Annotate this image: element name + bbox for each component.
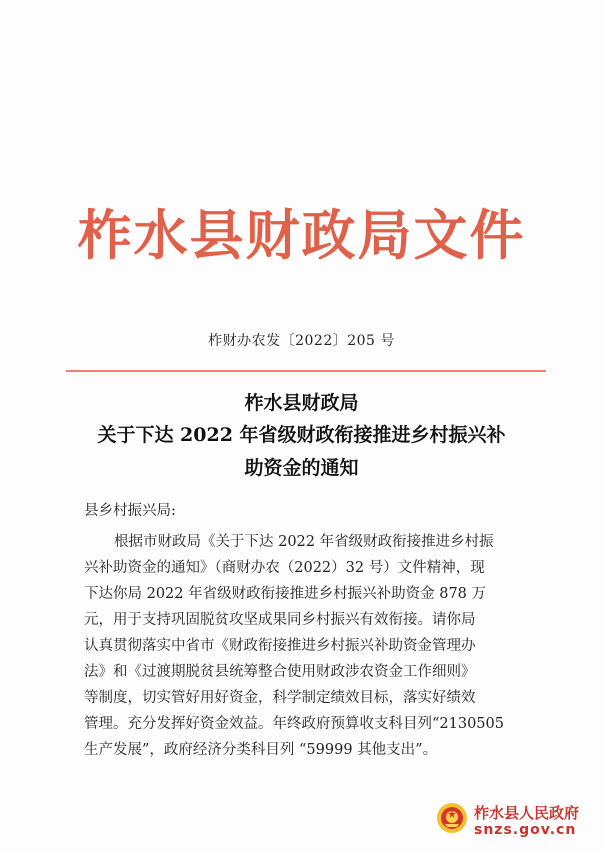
body-line: 管理。充分发挥好资金效益。年终政府预算收支科目列“2130505 bbox=[84, 716, 504, 732]
body-line: 元，用于支持巩固脱贫攻坚成果同乡村振兴有效衔接。请你局 bbox=[84, 612, 476, 628]
site-watermark bbox=[436, 796, 596, 844]
addressee: 县乡村振兴局: bbox=[84, 503, 176, 519]
title-line-2: 关于下达 2022 年省级财政衔接推进乡村振兴补 bbox=[97, 424, 506, 446]
body-line: 下达你局 2022 年省级财政衔接推进乡村振兴补助资金 878 万 bbox=[84, 586, 487, 602]
masthead-title: 柞水县财政局文件 bbox=[77, 204, 526, 267]
title-line-1: 柞水县财政局 bbox=[244, 392, 359, 414]
red-divider-rule bbox=[66, 370, 546, 372]
government-emblem-icon bbox=[436, 802, 468, 834]
watermark-site-name: 柞水县人民政府 bbox=[474, 804, 580, 822]
body-line: 生产发展”，政府经济分类科目列 “59999 其他支出”。 bbox=[84, 742, 438, 758]
body-line: 等制度，切实管好用好资金，科学制定绩效目标，落实好绩效 bbox=[84, 690, 476, 706]
body-line: 根据市财政局《关于下达 2022 年省级财政衔接推进乡村振 bbox=[114, 534, 494, 550]
title-line-3: 助资金的通知 bbox=[244, 457, 359, 479]
body-line: 认真贯彻落实中省市《财政衔接推进乡村振兴补助资金管理办 bbox=[84, 638, 476, 654]
body-line: 兴补助资金的通知》（商财办农（2022）32 号）文件精神，现 bbox=[84, 560, 485, 576]
watermark-site-url[interactable]: snzs.gov.cn bbox=[474, 822, 577, 838]
body-line: 法》和《过渡期脱贫县统筹整合使用财政涉农资金工作细则》 bbox=[84, 664, 476, 680]
document-number: 柞财办农发〔2022〕205 号 bbox=[208, 333, 395, 349]
